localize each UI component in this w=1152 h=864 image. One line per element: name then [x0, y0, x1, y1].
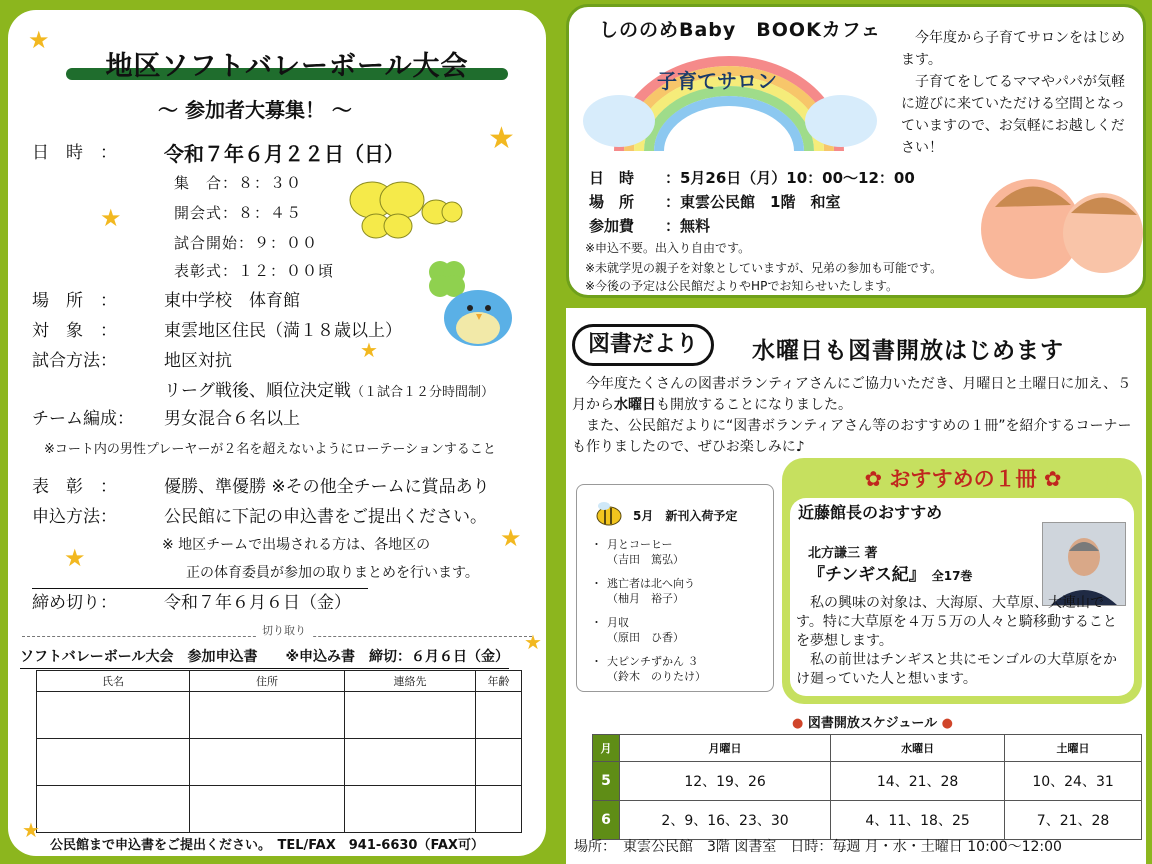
- table-row: [37, 786, 522, 833]
- volleyball-panel: ★ 地区ソフトバレーボール大会 ～ 参加者大募集！ ～ ★ 日 時 ： 令和７年６月２２日（日） 集 合：８：３０ 開会式：８：４５ 試合開始：９：００ 表彰式：１２：００頃 ★ 場 所 ： 東中学校 体育館 対 象 ： 東雲地区住民（満１８歳以上） ★ 試合方法： 地区対抗 リーグ戦後、順位決定戦（１試合１２分時間制） チーム編成： 男女混合６名以上 ※コート内の男性プレーヤーが２名を超えないようにローテーションすること 表 彰 ： 優勝、準優勝 ※その他全チームに賞品あり 申込方法： 公民館に下記の申込書をご提出ください。 ★ ※ 地区チームで出場される方は、各地区の ★ 正の体育委員が参加の取りまとめを行います。 締め切り： 令和７年６月６日（金） 切り取り ソフトバレーボール大会 参加申込書 ※申込み書 締切：６月６日（金） ★ 氏名 住所 連絡先 年齢 ★ 公民館まで申込書をご提出ください。 TEL/FAX 941-6630（FAX可）: [8, 10, 546, 856]
- salon-note: ※未就学児の親子を対象としていますが、兄弟の参加も可能です。: [585, 261, 943, 275]
- recommend-body: [790, 498, 1134, 696]
- method-row-2: リーグ戦後、順位決定戦（１試合１２分時間制）: [164, 381, 495, 401]
- memo-title: 5月 新刊入荷予定: [633, 509, 738, 523]
- team-note: ※コート内の男性プレーヤーが２名を超えないようにローテーションすること: [44, 442, 496, 457]
- star-icon: ★: [64, 544, 86, 572]
- cut-label: 切り取り: [256, 622, 312, 638]
- schedule-title: ● 図書開放スケジュール ●: [792, 716, 953, 731]
- rainbow-clouds-icon: [579, 41, 879, 161]
- col-age: 年齢: [476, 671, 522, 692]
- star-icon: ★: [360, 338, 378, 362]
- new-books-list: [591, 537, 771, 693]
- children-faces-icon: [975, 157, 1145, 297]
- recommend-text: 私の興味の対象は、大海原、大草原、大連山です。特に大草原を４万５万の人々と騎移動することを夢想します。 私の前世はチンギスと共にモンゴルの大草原をかけ廻っていた人と想います。: [796, 595, 1118, 687]
- table-row: 5 12、19、26 14、21、28 10、24、31: [593, 762, 1142, 801]
- table-row: 6 2、9、16、23、30 4、11、18、25 7、21、28: [593, 801, 1142, 840]
- salon-fee-row: 参加費 ：無料: [589, 217, 711, 235]
- star-icon: ★: [524, 630, 542, 654]
- col-contact: 連絡先: [345, 671, 476, 692]
- volleyball-title: 地区ソフトバレーボール大会: [66, 44, 508, 82]
- ladybug-icon: ●: [941, 716, 953, 731]
- time-gather: 集 合：８：３０: [174, 174, 303, 192]
- col-monday: 月曜日: [620, 735, 831, 762]
- star-icon: ★: [28, 26, 50, 54]
- salon-panel: [566, 4, 1146, 298]
- col-month: 月: [593, 735, 620, 762]
- star-icon: ★: [488, 121, 515, 156]
- butterflies-icon: [344, 170, 464, 250]
- salon-note: ※申込不要。出入り自由です。: [585, 241, 751, 255]
- apply-note-1: ※ 地区チームで出場される方は、各地区の: [162, 537, 431, 553]
- bird-clover-icon: [418, 252, 518, 352]
- table-row: [37, 692, 522, 739]
- time-opening: 開会式：８：４５: [174, 204, 303, 222]
- library-header: [566, 308, 1146, 372]
- col-saturday: 土曜日: [1005, 735, 1142, 762]
- recommend-title: ✿ おすすめの１冊 ✿: [818, 462, 1108, 496]
- person-photo-icon: [1043, 523, 1125, 605]
- recommend-label: 近藤館長のおすすめ: [798, 503, 943, 522]
- salon-title: しののめBaby BOOKカフェ: [599, 19, 881, 41]
- list-item: ・ 逃亡者は北へ向う （柚月 裕子）: [591, 577, 695, 605]
- bee-icon: [593, 499, 625, 527]
- book-author: 北方謙三 著: [808, 546, 878, 561]
- col-wednesday: 水曜日: [831, 735, 1005, 762]
- deadline-row: 締め切り： 令和７年６月６日（金）: [32, 588, 368, 589]
- salon-date-row: 日 時 ：5月26日（月）10：00～12：00: [589, 169, 915, 187]
- new-books-memo: [576, 484, 774, 692]
- star-icon: ★: [100, 204, 122, 232]
- apply-note-2: 正の体育委員が参加の取りまとめを行います。: [186, 565, 479, 581]
- form-title: ソフトバレーボール大会 参加申込書 ※申込み書 締切：６月６日（金）: [20, 646, 509, 666]
- library-badge: 図書だより: [572, 324, 714, 366]
- star-icon: ★: [500, 524, 522, 552]
- recommend-box: [782, 458, 1142, 704]
- contact-line: 公民館まで申込書をご提出ください。 TEL/FAX 941-6630（FAX可）: [50, 838, 484, 853]
- library-text: 今年度たくさんの図書ボランティアさんにご協力いただき、月曜日と土曜日に加え、５月から水曜日も開放することになりました。 また、公民館だよりに“図書ボランティアさん等のおすすめの１冊”を紹介するコーナーも作りましたので、ぜひお楽しみに♪: [572, 376, 1132, 455]
- salon-desc: 今年度から子育てサロンをはじめます。 子育てをしてるママやパパが気軽に遊びに来ていただける空間となっていますので、お気軽にお越しください！: [901, 30, 1125, 156]
- library-footer: 場所： 東雲公民館 3階 図書室 日時：毎週 月・水・土曜日 10:00～12:00: [574, 839, 1062, 855]
- time-award: 表彰式：１２：００頃: [174, 262, 335, 280]
- ladybug-icon: ●: [792, 716, 804, 731]
- star-icon: ★: [22, 818, 40, 842]
- list-item: ・ 月とコーヒー （吉田 篤弘）: [591, 538, 684, 566]
- application-form-table: [36, 670, 522, 833]
- time-start: 試合開始：９：００: [174, 234, 319, 252]
- library-title: 水曜日も図書開放はじめます: [752, 338, 1064, 364]
- list-item: ・ 大ピンチずかん ３ （鈴木 のりたけ）: [591, 655, 706, 683]
- col-address: 住所: [190, 671, 345, 692]
- salon-note: ※今後の予定は公民館だよりやHPでお知らせいたします。: [585, 279, 898, 293]
- salon-banner: 子育てサロン: [657, 69, 777, 93]
- schedule-table: [592, 734, 1142, 840]
- library-body: [566, 372, 1146, 864]
- col-name: 氏名: [37, 671, 190, 692]
- salon-place-row: 場 所 ：東雲公民館 1階 和室: [589, 193, 841, 211]
- list-item: ・ 月収 （原田 ひ香）: [591, 616, 684, 644]
- table-row: [37, 739, 522, 786]
- recruit-subtitle: ～ 参加者大募集！ ～: [158, 98, 352, 122]
- book-title: 『チンギス紀』 全17巻: [808, 565, 973, 585]
